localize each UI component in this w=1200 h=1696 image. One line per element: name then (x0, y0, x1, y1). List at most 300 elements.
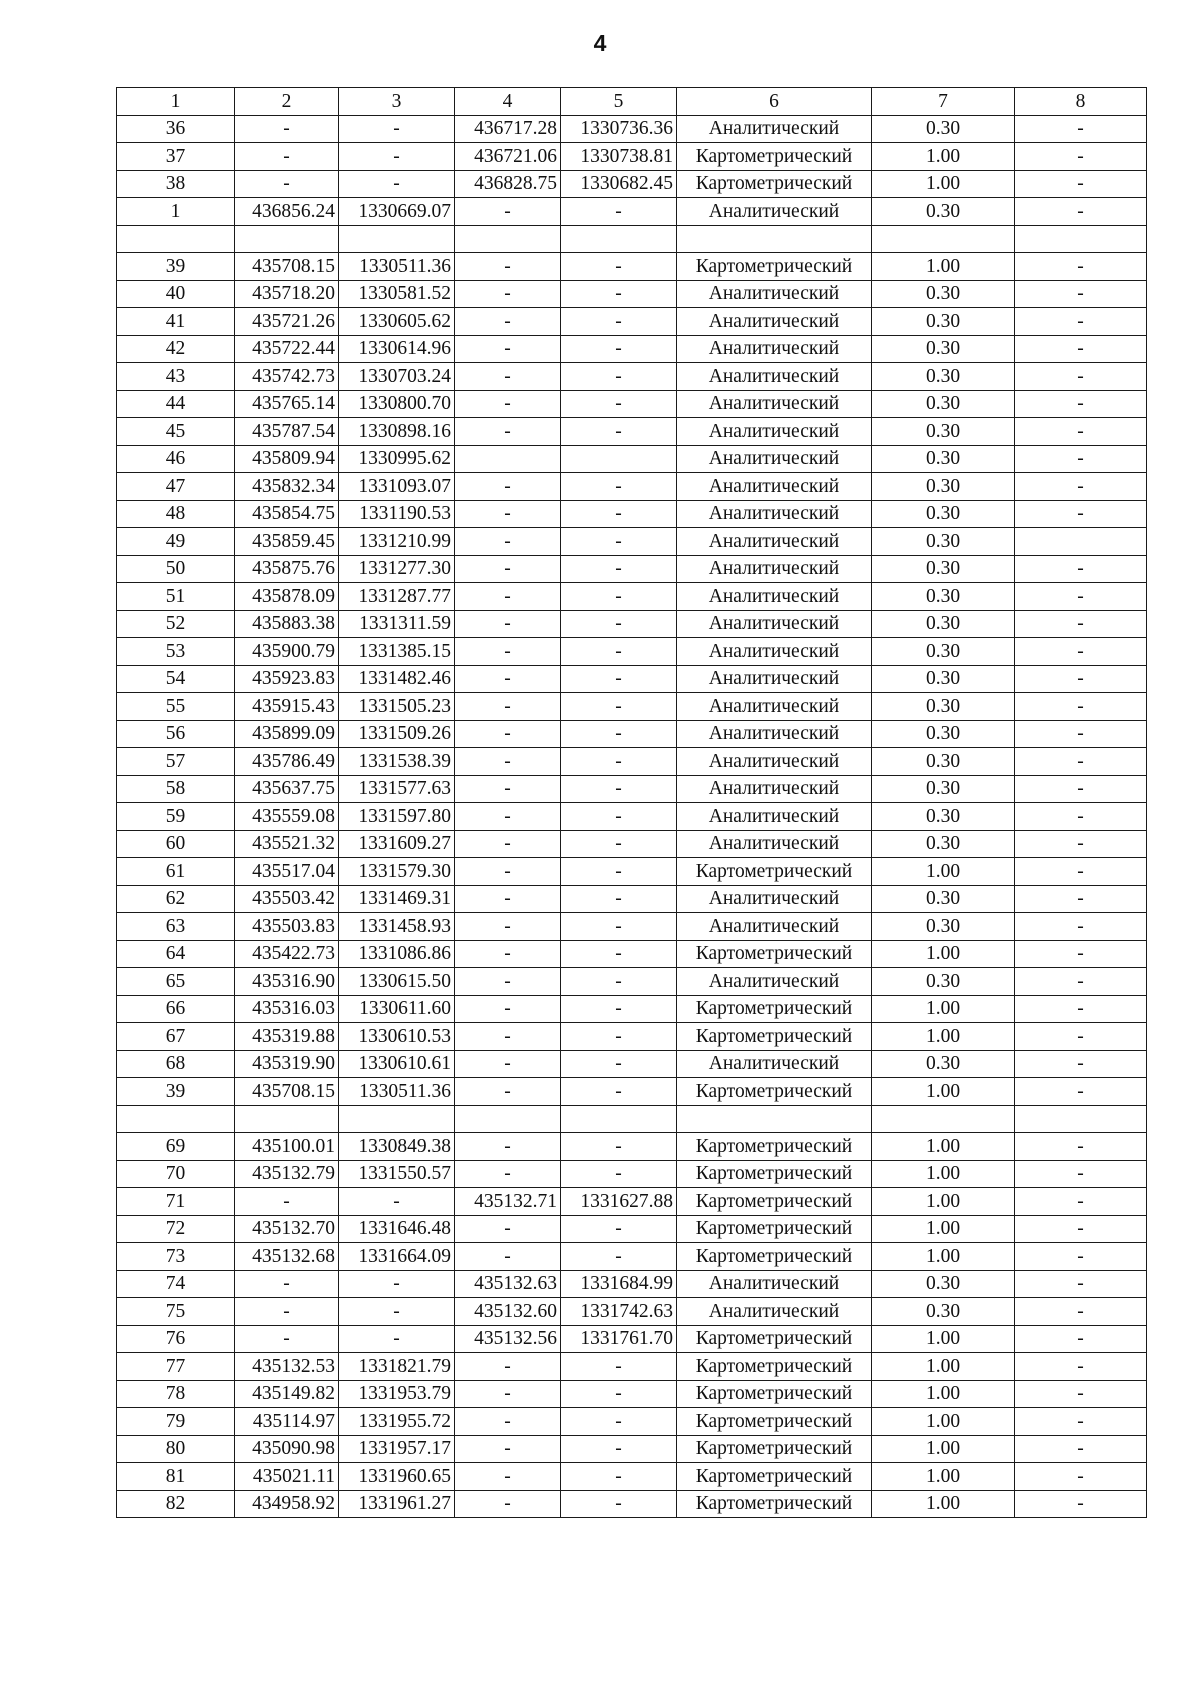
table-cell-col-1: 68 (117, 1050, 235, 1078)
table-cell-col-5: - (561, 418, 677, 446)
table-cell-col-5: - (561, 995, 677, 1023)
table-cell-col-5: - (561, 720, 677, 748)
table-cell-col-6: Аналитический (677, 638, 872, 666)
table-cell-col-1: 75 (117, 1298, 235, 1326)
table-cell-col-7: 1.00 (872, 995, 1015, 1023)
table-cell-col-5: - (561, 665, 677, 693)
table-cell-col-8: - (1015, 885, 1147, 913)
column-header-6: 6 (677, 88, 872, 116)
table-cell-col-7: 0.30 (872, 308, 1015, 336)
table-cell-col-8: - (1015, 638, 1147, 666)
table-cell-col-5 (561, 1105, 677, 1133)
table-cell-col-6: Картометрический (677, 1408, 872, 1436)
table-row (117, 528, 1147, 556)
table-cell-col-7: 0.30 (872, 335, 1015, 363)
table-cell-col-8: - (1015, 693, 1147, 721)
table-cell-col-3: 1331957.17 (339, 1435, 455, 1463)
table-cell-col-7: 0.30 (872, 1050, 1015, 1078)
table-cell-col-2: 435786.49 (235, 748, 339, 776)
table-cell-col-8: - (1015, 280, 1147, 308)
table-cell-col-8: - (1015, 940, 1147, 968)
table-cell-col-6: Аналитический (677, 885, 872, 913)
table-cell-col-4: - (455, 665, 561, 693)
table-cell-col-3: - (339, 1188, 455, 1216)
table-cell-col-2: 435900.79 (235, 638, 339, 666)
table-cell-col-4: - (455, 1050, 561, 1078)
table-cell-col-1: 45 (117, 418, 235, 446)
table-cell-col-4: - (455, 610, 561, 638)
table-cell-col-6: Аналитический (677, 528, 872, 556)
table-cell-col-1: 81 (117, 1463, 235, 1491)
table-row (117, 748, 1147, 776)
table-cell-col-7: 1.00 (872, 1188, 1015, 1216)
table-cell-col-3 (339, 225, 455, 253)
table-row (117, 253, 1147, 281)
table-cell-col-2: 435503.42 (235, 885, 339, 913)
table-cell-col-8: - (1015, 1325, 1147, 1353)
table-cell-col-5: - (561, 803, 677, 831)
table-cell-col-2: 435854.75 (235, 500, 339, 528)
table-cell-col-3: 1330703.24 (339, 363, 455, 391)
table-cell-col-2: 435923.83 (235, 665, 339, 693)
table-cell-col-4: - (455, 913, 561, 941)
table-cell-col-1: 38 (117, 170, 235, 198)
table-cell-col-6: Картометрический (677, 1160, 872, 1188)
table-cell-col-4: - (455, 1435, 561, 1463)
table-cell-col-6: Аналитический (677, 445, 872, 473)
table-cell-col-5: - (561, 528, 677, 556)
table-cell-col-2: 435319.90 (235, 1050, 339, 1078)
table-cell-col-5: - (561, 638, 677, 666)
table-cell-col-7: 0.30 (872, 748, 1015, 776)
table-cell-col-4: - (455, 803, 561, 831)
table-cell-col-5: - (561, 830, 677, 858)
table-cell-col-7: 0.30 (872, 390, 1015, 418)
table-cell-col-5: - (561, 500, 677, 528)
table-cell-col-2: 435899.09 (235, 720, 339, 748)
table-cell-col-7: 0.30 (872, 363, 1015, 391)
table-cell-col-8: - (1015, 1160, 1147, 1188)
table-cell-col-5: - (561, 253, 677, 281)
table-cell-col-6: Аналитический (677, 363, 872, 391)
table-cell-col-3: - (339, 143, 455, 171)
table-cell-col-2: - (235, 1270, 339, 1298)
table-cell-col-5: - (561, 1408, 677, 1436)
table-cell-col-6: Аналитический (677, 693, 872, 721)
table-cell-col-5: - (561, 775, 677, 803)
table-cell-col-6: Аналитический (677, 665, 872, 693)
table-cell-col-3: - (339, 1270, 455, 1298)
table-cell-col-1: 59 (117, 803, 235, 831)
table-cell-col-4: - (455, 830, 561, 858)
table-cell-col-3: 1330511.36 (339, 1078, 455, 1106)
table-cell-col-6: Картометрический (677, 1133, 872, 1161)
table-row (117, 1215, 1147, 1243)
table-cell-col-8: - (1015, 253, 1147, 281)
table-row (117, 1023, 1147, 1051)
table-cell-col-2: 435721.26 (235, 308, 339, 336)
table-cell-col-6: Аналитический (677, 913, 872, 941)
table-cell-col-6: Картометрический (677, 1325, 872, 1353)
table-cell-col-4: 435132.71 (455, 1188, 561, 1216)
table-cell-col-8: - (1015, 1270, 1147, 1298)
table-cell-col-8: - (1015, 775, 1147, 803)
table-cell-col-1 (117, 225, 235, 253)
table-cell-col-6: Картометрический (677, 1380, 872, 1408)
table-cell-col-7: 0.30 (872, 280, 1015, 308)
table-row (117, 1490, 1147, 1518)
table-cell-col-8: - (1015, 555, 1147, 583)
table-cell-col-1: 56 (117, 720, 235, 748)
table-body (117, 115, 1147, 1518)
table-cell-col-7: 0.30 (872, 473, 1015, 501)
table-cell-col-3: 1331664.09 (339, 1243, 455, 1271)
table-cell-col-8: - (1015, 1023, 1147, 1051)
table-row (117, 1160, 1147, 1188)
table-row (117, 775, 1147, 803)
table-cell-col-1: 78 (117, 1380, 235, 1408)
table-cell-col-2 (235, 225, 339, 253)
table-cell-col-5 (561, 225, 677, 253)
table-cell-col-1: 53 (117, 638, 235, 666)
table-cell-col-8: - (1015, 335, 1147, 363)
table-row (117, 143, 1147, 171)
table-cell-col-7: 1.00 (872, 170, 1015, 198)
table-cell-col-4: - (455, 885, 561, 913)
table-cell-col-4: 435132.63 (455, 1270, 561, 1298)
table-cell-col-2: 435722.44 (235, 335, 339, 363)
table-cell-col-1: 70 (117, 1160, 235, 1188)
table-cell-col-1: 62 (117, 885, 235, 913)
table-cell-col-6: Аналитический (677, 1298, 872, 1326)
table-cell-col-5: - (561, 1490, 677, 1518)
table-cell-col-2: 435021.11 (235, 1463, 339, 1491)
table-cell-col-1: 39 (117, 1078, 235, 1106)
table-row (117, 500, 1147, 528)
table-cell-col-7: 0.30 (872, 968, 1015, 996)
table-cell-col-7: 1.00 (872, 1243, 1015, 1271)
table-cell-col-7: 0.30 (872, 830, 1015, 858)
table-cell-col-1: 42 (117, 335, 235, 363)
table-cell-col-8 (1015, 225, 1147, 253)
table-cell-col-7: 1.00 (872, 1160, 1015, 1188)
table-cell-col-1: 63 (117, 913, 235, 941)
table-cell-col-2: 435809.94 (235, 445, 339, 473)
table-cell-col-5: - (561, 280, 677, 308)
table-cell-col-2: 435100.01 (235, 1133, 339, 1161)
table-row (117, 940, 1147, 968)
table-cell-col-5: 1330682.45 (561, 170, 677, 198)
table-cell-col-1: 61 (117, 858, 235, 886)
table-cell-col-3: 1331577.63 (339, 775, 455, 803)
table-cell-col-3: 1331210.99 (339, 528, 455, 556)
table-cell-col-2: 435132.53 (235, 1353, 339, 1381)
table-cell-col-2: 435718.20 (235, 280, 339, 308)
table-row (117, 1298, 1147, 1326)
table-cell-col-8: - (1015, 1490, 1147, 1518)
table-cell-col-5: - (561, 1380, 677, 1408)
table-row (117, 583, 1147, 611)
table-cell-col-5: - (561, 1435, 677, 1463)
table-cell-col-5: 1331627.88 (561, 1188, 677, 1216)
table-row (117, 363, 1147, 391)
table-row (117, 1435, 1147, 1463)
table-cell-col-2: 435319.88 (235, 1023, 339, 1051)
table-cell-col-6: Аналитический (677, 720, 872, 748)
table-cell-col-4: - (455, 940, 561, 968)
table-cell-col-3: 1331509.26 (339, 720, 455, 748)
table-row (117, 1353, 1147, 1381)
table-cell-col-5: - (561, 1215, 677, 1243)
table-cell-col-7: 0.30 (872, 500, 1015, 528)
table-cell-col-6: Аналитический (677, 803, 872, 831)
table-cell-col-3: 1331646.48 (339, 1215, 455, 1243)
table-cell-col-3: 1331579.30 (339, 858, 455, 886)
table-cell-col-6: Аналитический (677, 775, 872, 803)
table-cell-col-4: - (455, 775, 561, 803)
table-cell-col-6: Картометрический (677, 1463, 872, 1491)
table-cell-col-5: - (561, 1078, 677, 1106)
table-cell-col-7: 1.00 (872, 1325, 1015, 1353)
table-cell-col-6: Аналитический (677, 1050, 872, 1078)
table-cell-col-5: - (561, 913, 677, 941)
table-cell-col-5: - (561, 1243, 677, 1271)
table-row (117, 1270, 1147, 1298)
table-cell-col-3: - (339, 170, 455, 198)
table-cell-col-1: 60 (117, 830, 235, 858)
table-cell-col-5: 1331761.70 (561, 1325, 677, 1353)
table-cell-col-3: 1331190.53 (339, 500, 455, 528)
table-cell-col-4: - (455, 748, 561, 776)
table-cell-col-4: - (455, 1133, 561, 1161)
table-spacer-row (117, 1105, 1147, 1133)
table-cell-col-4: - (455, 638, 561, 666)
table-cell-col-4 (455, 1105, 561, 1133)
table-cell-col-1: 65 (117, 968, 235, 996)
table-cell-col-7: 0.30 (872, 418, 1015, 446)
table-cell-col-8: - (1015, 1050, 1147, 1078)
table-cell-col-4: - (455, 995, 561, 1023)
table-cell-col-2: 435132.68 (235, 1243, 339, 1271)
table-cell-col-4: - (455, 1490, 561, 1518)
table-row (117, 1133, 1147, 1161)
table-cell-col-7: 1.00 (872, 1133, 1015, 1161)
table-cell-col-3: 1331277.30 (339, 555, 455, 583)
table-row (117, 473, 1147, 501)
table-cell-col-8 (1015, 528, 1147, 556)
table-cell-col-7: 1.00 (872, 1463, 1015, 1491)
table-cell-col-7 (872, 1105, 1015, 1133)
table-cell-col-3: 1331960.65 (339, 1463, 455, 1491)
table-cell-col-2: 435883.38 (235, 610, 339, 638)
table-cell-col-1: 1 (117, 198, 235, 226)
table-cell-col-6: Аналитический (677, 583, 872, 611)
table-row (117, 720, 1147, 748)
table-cell-col-1: 36 (117, 115, 235, 143)
table-cell-col-3: 1331458.93 (339, 913, 455, 941)
table-row (117, 1050, 1147, 1078)
table-cell-col-2: 435859.45 (235, 528, 339, 556)
table-cell-col-2: - (235, 143, 339, 171)
table-row (117, 968, 1147, 996)
table-cell-col-5: - (561, 308, 677, 336)
table-row (117, 803, 1147, 831)
table-cell-col-6: Картометрический (677, 995, 872, 1023)
table-cell-col-2: 435875.76 (235, 555, 339, 583)
table-cell-col-8: - (1015, 143, 1147, 171)
table-cell-col-5: - (561, 555, 677, 583)
table-cell-col-6: Картометрический (677, 858, 872, 886)
table-cell-col-4: - (455, 500, 561, 528)
table-cell-col-8: - (1015, 968, 1147, 996)
table-cell-col-1: 41 (117, 308, 235, 336)
table-cell-col-3: - (339, 115, 455, 143)
header-row (117, 88, 1147, 116)
table-cell-col-5: - (561, 610, 677, 638)
table-cell-col-1: 52 (117, 610, 235, 638)
column-header-8: 8 (1015, 88, 1147, 116)
table-cell-col-3: 1331311.59 (339, 610, 455, 638)
table-row (117, 638, 1147, 666)
table-cell-col-6: Картометрический (677, 143, 872, 171)
table-cell-col-5: 1331742.63 (561, 1298, 677, 1326)
table-cell-col-3: 1331505.23 (339, 693, 455, 721)
table-cell-col-7: 0.30 (872, 528, 1015, 556)
table-cell-col-6: Картометрический (677, 1023, 872, 1051)
table-cell-col-8: - (1015, 858, 1147, 886)
table-cell-col-8: - (1015, 1188, 1147, 1216)
table-cell-col-3: 1330615.50 (339, 968, 455, 996)
table-cell-col-8: - (1015, 473, 1147, 501)
table-cell-col-4: - (455, 335, 561, 363)
table-row (117, 555, 1147, 583)
table-cell-col-4: - (455, 363, 561, 391)
table-cell-col-5: 1330736.36 (561, 115, 677, 143)
table-row (117, 418, 1147, 446)
table-row (117, 170, 1147, 198)
table-cell-col-1: 74 (117, 1270, 235, 1298)
table-cell-col-6 (677, 225, 872, 253)
table-cell-col-3: 1331597.80 (339, 803, 455, 831)
table-cell-col-8: - (1015, 1298, 1147, 1326)
table-cell-col-4: - (455, 390, 561, 418)
table-cell-col-8: - (1015, 1078, 1147, 1106)
table-cell-col-7: 1.00 (872, 253, 1015, 281)
table-row (117, 115, 1147, 143)
table-cell-col-3: 1330511.36 (339, 253, 455, 281)
table-cell-col-1: 64 (117, 940, 235, 968)
table-cell-col-5: - (561, 473, 677, 501)
table-cell-col-6: Аналитический (677, 308, 872, 336)
table-cell-col-7: 0.30 (872, 693, 1015, 721)
table-cell-col-8: - (1015, 913, 1147, 941)
table-cell-col-8: - (1015, 1215, 1147, 1243)
table-cell-col-3: 1330614.96 (339, 335, 455, 363)
table-cell-col-4: - (455, 1380, 561, 1408)
table-cell-col-1: 72 (117, 1215, 235, 1243)
table-cell-col-8: - (1015, 363, 1147, 391)
table-cell-col-5: - (561, 885, 677, 913)
table-cell-col-2: 435915.43 (235, 693, 339, 721)
table-cell-col-8: - (1015, 1435, 1147, 1463)
table-cell-col-1: 55 (117, 693, 235, 721)
table-cell-col-4: 435132.56 (455, 1325, 561, 1353)
table-cell-col-6: Аналитический (677, 555, 872, 583)
table-cell-col-7: 1.00 (872, 1435, 1015, 1463)
column-header-1: 1 (117, 88, 235, 116)
table-cell-col-4: - (455, 1463, 561, 1491)
table-row (117, 1325, 1147, 1353)
table-cell-col-4: - (455, 253, 561, 281)
table-cell-col-8 (1015, 1105, 1147, 1133)
page-number: 4 (593, 30, 607, 56)
table-cell-col-6: Картометрический (677, 1353, 872, 1381)
table-cell-col-1: 49 (117, 528, 235, 556)
table-cell-col-5: - (561, 335, 677, 363)
column-header-5: 5 (561, 88, 677, 116)
table-cell-col-4: - (455, 308, 561, 336)
table-cell-col-5 (561, 445, 677, 473)
table-cell-col-7: 1.00 (872, 1215, 1015, 1243)
table-cell-col-2: 435132.79 (235, 1160, 339, 1188)
table-cell-col-1: 47 (117, 473, 235, 501)
table-cell-col-6: Картометрический (677, 1215, 872, 1243)
table-cell-col-2: - (235, 1188, 339, 1216)
table-cell-col-2: - (235, 1325, 339, 1353)
table-cell-col-4: - (455, 1160, 561, 1188)
table-cell-col-7: 1.00 (872, 1078, 1015, 1106)
table-row (117, 335, 1147, 363)
table-cell-col-2: 435149.82 (235, 1380, 339, 1408)
table-cell-col-2: 436856.24 (235, 198, 339, 226)
table-cell-col-7: 0.30 (872, 638, 1015, 666)
table-cell-col-8: - (1015, 583, 1147, 611)
table-cell-col-5: - (561, 1463, 677, 1491)
table-cell-col-8: - (1015, 1133, 1147, 1161)
table-cell-col-3: 1330849.38 (339, 1133, 455, 1161)
table-cell-col-8: - (1015, 1408, 1147, 1436)
table-row (117, 693, 1147, 721)
table-cell-col-1: 67 (117, 1023, 235, 1051)
table-row (117, 830, 1147, 858)
table-cell-col-6: Аналитический (677, 198, 872, 226)
table-cell-col-4: - (455, 693, 561, 721)
table-cell-col-1: 79 (117, 1408, 235, 1436)
table-cell-col-4: 436828.75 (455, 170, 561, 198)
table-cell-col-2: 435132.70 (235, 1215, 339, 1243)
table-cell-col-1: 69 (117, 1133, 235, 1161)
table-row (117, 280, 1147, 308)
table-cell-col-8: - (1015, 418, 1147, 446)
table-cell-col-7: 1.00 (872, 1490, 1015, 1518)
table-cell-col-2: - (235, 115, 339, 143)
table-cell-col-4: - (455, 1023, 561, 1051)
table-cell-col-3 (339, 1105, 455, 1133)
table-cell-col-7: 0.30 (872, 803, 1015, 831)
table-cell-col-8: - (1015, 995, 1147, 1023)
table-cell-col-6: Аналитический (677, 280, 872, 308)
table-cell-col-6: Картометрический (677, 1435, 872, 1463)
table-cell-col-4: - (455, 473, 561, 501)
table-cell-col-2: 435521.32 (235, 830, 339, 858)
table-row (117, 913, 1147, 941)
table-cell-col-4: - (455, 1215, 561, 1243)
table-row (117, 1408, 1147, 1436)
table-cell-col-5: - (561, 858, 677, 886)
table-cell-col-1: 57 (117, 748, 235, 776)
table-cell-col-1: 66 (117, 995, 235, 1023)
table-cell-col-4: 436721.06 (455, 143, 561, 171)
